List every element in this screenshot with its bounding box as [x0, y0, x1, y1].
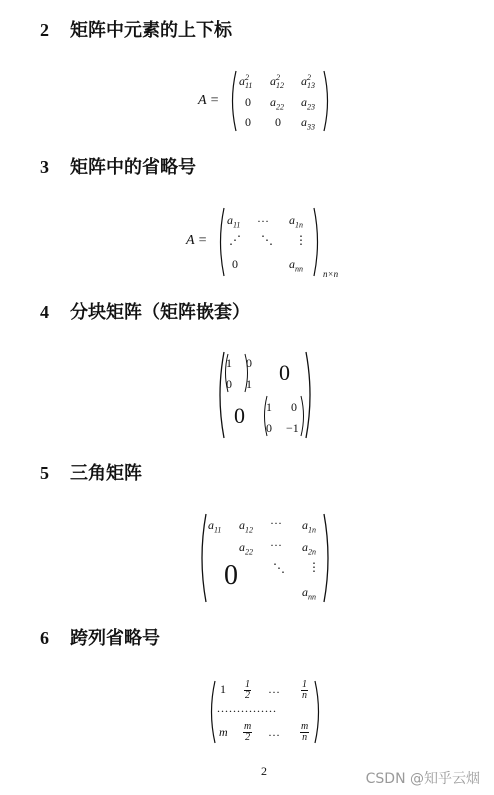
equation-lhs: A =: [198, 93, 220, 108]
section-number: 2: [40, 20, 49, 40]
fraction-m-over-n: $\frac{m}{n}$: [301, 721, 309, 743]
cell-a22: $a_{22}$: [239, 540, 253, 557]
matrix-superscripts: [229, 70, 331, 132]
cell-0: 0: [226, 377, 232, 391]
inner-right-paren: [300, 395, 306, 437]
section-title: 矩阵中元素的上下标: [70, 20, 232, 41]
fraction-1-over-2: $\frac{1}{2}$: [245, 679, 250, 701]
section-heading-3: [40, 153, 196, 179]
cell-a11: $a_{11}$: [208, 518, 222, 535]
cell-a11: $a_{11}$: [227, 213, 241, 230]
right-paren: [323, 70, 331, 132]
left-paren: [208, 680, 216, 744]
cell-vdots: ⋮: [308, 560, 320, 574]
right-paren: [314, 680, 322, 744]
cell-minus1: −1: [286, 421, 299, 435]
cell-0: 0: [245, 95, 251, 109]
cell-cdots: ···: [270, 516, 282, 530]
section-heading-2: [40, 16, 232, 42]
matrix-size-subscript: n×n: [323, 269, 339, 279]
section-number: 4: [40, 302, 49, 322]
cell-a23: $a_{23}$: [301, 95, 315, 112]
section-number: 6: [40, 628, 49, 648]
cell-cdots: ···: [270, 538, 282, 552]
matrix-triangular: [198, 513, 332, 603]
cell-a13: $a^2_{13}$: [301, 73, 315, 91]
fraction-m-over-2: $\frac{m}{2}$: [244, 721, 252, 743]
section-title: 跨列省略号: [70, 628, 160, 649]
cell-m: m: [219, 725, 228, 739]
section-heading-5: [40, 459, 142, 485]
cell-a11: $a^2_{11}$: [239, 73, 253, 91]
matrix-ellipsis: [217, 207, 321, 277]
section-title: 三角矩阵: [70, 463, 142, 484]
spanning-dots: ...............: [217, 701, 277, 715]
cell-0: 0: [245, 115, 251, 129]
cell-a12: $a^2_{12}$: [270, 73, 284, 91]
cell-ddots: ⋱: [261, 233, 273, 247]
section-number: 3: [40, 157, 49, 177]
block-zero: 0: [234, 403, 245, 428]
cell-0: 0: [232, 257, 238, 271]
fraction-1-over-n: $\frac{1}{n}$: [302, 679, 307, 701]
equation-lhs: A =: [186, 233, 208, 248]
watermark: CSDN @知乎云烟: [365, 771, 480, 787]
cell-1: 1: [226, 356, 232, 370]
cell-0: 0: [275, 115, 281, 129]
cell-0: 0: [246, 356, 252, 370]
cell-a12: $a_{12}$: [239, 518, 253, 535]
right-paren: [323, 513, 332, 603]
section-heading-4: [40, 298, 250, 324]
cell-0: 0: [266, 421, 272, 435]
cell-adots: ⋰: [229, 233, 241, 247]
cell-cdots: …: [257, 211, 269, 225]
cell-ann: $a_{nn}$: [289, 257, 303, 274]
cell-1: 1: [246, 377, 252, 391]
section-title: 分块矩阵（矩阵嵌套）: [70, 302, 250, 323]
block-zero: 0: [224, 560, 238, 591]
cell-a22: $a_{22}$: [270, 95, 284, 112]
cell-a1n: $a_{1n}$: [302, 518, 316, 535]
left-paren: [198, 513, 207, 603]
cell-a1n: $a_{1n}$: [289, 213, 303, 230]
cell-ldots: …: [268, 725, 280, 739]
left-paren: [217, 207, 225, 277]
matrix-hdotsfor: [208, 680, 322, 744]
cell-1: 1: [266, 400, 272, 414]
section-title: 矩阵中的省略号: [70, 157, 196, 178]
cell-ann: $a_{nn}$: [302, 585, 316, 602]
cell-ldots: …: [268, 682, 280, 696]
matrix-block: [216, 351, 314, 439]
cell-ddots: ⋱: [273, 561, 285, 575]
cell-1: 1: [220, 682, 226, 696]
cell-a33: $a_{33}$: [301, 115, 315, 132]
left-paren: [229, 70, 237, 132]
section-heading-6: [40, 624, 160, 650]
cell-vdots: ⋮: [295, 233, 307, 247]
right-paren: [305, 351, 314, 439]
right-paren: [313, 207, 321, 277]
cell-a2n: $a_{2n}$: [302, 540, 316, 557]
block-zero: 0: [279, 360, 290, 385]
section-number: 5: [40, 463, 49, 483]
page-number: 2: [261, 764, 267, 778]
cell-0: 0: [291, 400, 297, 414]
